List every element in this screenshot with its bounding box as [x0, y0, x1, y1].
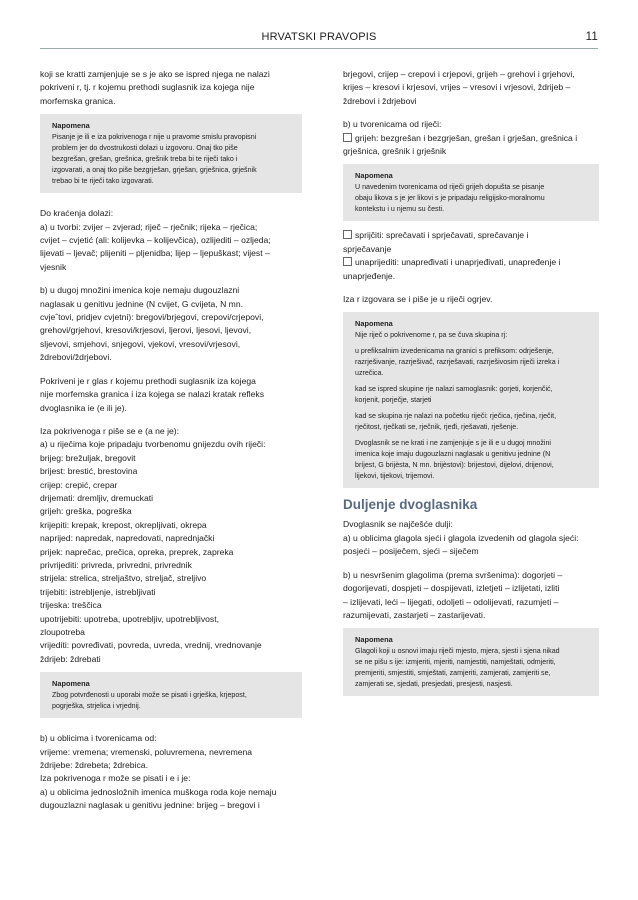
text-line: a) u oblicima jednosložnih imenica muškoga roda koje nemaju	[40, 786, 277, 797]
text-line: prijek: naprečac, prečica, opreka, preprek, zapreka	[40, 546, 234, 557]
text-line: bezgrešan, grešan, grešnica, grešnik treba bi te riječi tako i	[52, 155, 238, 164]
paragraph-duga-mnozina	[40, 284, 302, 364]
text-line: korjenit, porječje, starjeti	[355, 396, 432, 405]
text-line: naglasak u genitivu jednine (N cvijet, G cvijeta, N mn.	[40, 298, 244, 309]
text-line: rječitost, rječkati se, rječnik, rjeđi, rješavati, rješenje.	[355, 423, 519, 432]
text-line: dvoglasnika ie (e ili je).	[40, 402, 127, 413]
text-line: Iza pokrivenoga r može se pisati i e i je:	[40, 773, 191, 784]
text-line: ždrebovi i ždrjebovi	[343, 95, 417, 106]
text-line: morfemska granica.	[40, 95, 116, 106]
text-line: unaprijediti: unapređivati i unaprjeđivati, unapređenje i	[343, 256, 599, 269]
paragraph-duljenje	[343, 518, 599, 558]
text-line: – izlijevati, leći – lijegati, odoljeti – odolijevati, razumjeti –	[343, 596, 559, 607]
text-line: krijepiti: krepak, krepost, okrepljivati, okrepa	[40, 519, 207, 530]
header-title: HRVATSKI PRAVOPIS	[261, 31, 377, 43]
text-line: brijeg: brežuljak, bregovit	[40, 452, 136, 463]
note-body	[52, 132, 292, 187]
text-line: Dvoglasnik se ne krati i ne zamjenjuje s je ili e u dugoj množini	[355, 439, 551, 448]
note-heading: Napomena	[355, 171, 393, 181]
text-line: trijebiti: istrebljenje, istrebljivati	[40, 586, 156, 597]
text-line: izgovarati, a onaj tko piše bezgrješan, grješan, grješnica, grješnik	[52, 166, 257, 175]
text-line: drijemati: dremljiv, dremuckati	[40, 492, 154, 503]
running-header	[40, 28, 598, 49]
text-line: brjegovi, crijep – crepovi i crjepovi, grijeh – grehovi i grjehovi,	[343, 69, 575, 79]
text-line: kad se ispred skupine rje nalazi samoglasnik: gorjeti, korjenčić,	[355, 385, 553, 394]
text-line: problem jer do dvostrukosti dolazi u izgovoru. Onaj tko piše	[52, 144, 238, 153]
text-line: razrješivanje, razrješivač, razrješavati, razrješivosim riječi izreka i	[355, 358, 560, 367]
text-line: pogrješka, strjelica i vrjednij.	[52, 702, 141, 711]
note-box	[343, 164, 599, 221]
checkbox-bullet-icon	[343, 230, 352, 239]
note-body	[355, 330, 589, 482]
text-line: se ne pišu s ije: izmjeriti, mjeriti, namjestiti, namještati, odmjeriti,	[355, 658, 556, 667]
paragraph-pokriveni-r	[40, 375, 302, 415]
text-line: privrijediti: privreda, privredni, privrednik	[40, 559, 192, 570]
note-box	[343, 628, 599, 696]
paragraph-ogrjev	[343, 293, 599, 306]
text-line: sprječavanje	[343, 243, 392, 254]
text-line: sljevovi, smjehovi, snjegovi, vjekovi, vresovi/vrjesovi,	[40, 338, 241, 349]
paragraph-nesvrseni	[343, 569, 599, 623]
text-line: razumijevati, zastarjeti – zastarijevati.	[343, 609, 486, 620]
paragraph-iza-pokrivenoga-r	[40, 425, 302, 666]
text-line: Do kraćenja dolazi:	[40, 208, 114, 219]
text-line: dogorijevati, dospjeti – dospijevati, izletjeti – izlijetati, izliti	[343, 583, 560, 594]
note-box	[40, 114, 302, 193]
text-line: u prefiksalnim izvedenicama na granici s prefiksom: odrješenje,	[355, 347, 554, 356]
text-line: grehovi/grjehovi, kresovi/krjesovi, ljerovi, ljesovi, ljevovi,	[40, 325, 252, 336]
text-line: ždrijeb: ždrebati	[40, 653, 101, 664]
text-line: nije morfemska granica i iza kojega se nalazi kratak refleks	[40, 389, 265, 400]
text-line: uzrečica.	[355, 369, 384, 378]
note-box	[343, 312, 599, 488]
section-heading: Duljenje dvoglasnika	[343, 497, 478, 513]
text-line: cvijet – cvjetić (ali: kolijevka – kolijevčica), ozlijediti – ozljeda;	[40, 235, 271, 246]
text-line: b) u oblicima i tvorenicama od:	[40, 733, 157, 744]
text-line: koji se kratti zamjenjuje se s je ako se ispred njega ne nalazi	[40, 69, 270, 79]
right-continuation	[343, 68, 599, 108]
text-line: lijevati – ljevač; plijeniti – pljenidba; lijep – ljepuškast; vijest –	[40, 248, 270, 259]
left-intro	[40, 68, 302, 108]
text-line: a) u oblicima glagola sjeći i glagola izvedenih od glagola sjeći:	[343, 532, 579, 543]
text-line: Iza pokrivenoga r piše se e (a ne je):	[40, 425, 180, 436]
text-line: naprijed: napredak, napredovati, naprednjački	[40, 533, 215, 544]
note-body	[355, 182, 589, 215]
right-column	[343, 68, 599, 704]
note-heading: Napomena	[52, 679, 90, 689]
text-line: brijest: brestić, brestovina	[40, 466, 138, 477]
text-line: grješnica, grešnik i grješnik	[343, 146, 447, 157]
text-line: posjeći – posiječem, sjeći – siječem	[343, 546, 479, 557]
text-line: vrijediti: povređivati, povreda, uvreda, vrednij, vrednovanje	[40, 640, 262, 651]
note-heading: Napomena	[355, 319, 393, 329]
text-line: lijekovi, tijekovi, trijemovi.	[355, 472, 435, 481]
checkbox-bullet-icon	[343, 257, 352, 266]
text-line: krijes – kresovi i krjesovi, vrijes – vresovi i vrjesovi, ždrijeb –	[343, 82, 571, 93]
text-line: vrijeme: vremena; vremenski, poluvremena, nevremena	[40, 746, 253, 757]
text-line: zloupotreba	[40, 627, 85, 637]
left-column	[40, 68, 302, 813]
text-line: Glagoli koji u osnovi imaju riječi mjesto, mjera, sjesti i sjena nikad	[355, 647, 560, 656]
bullet-unaprijediti	[343, 256, 599, 283]
text-line: pokriveni r, tj. r kojemu prethodi suglasnik iza kojega nije	[40, 82, 255, 93]
note-body	[52, 690, 292, 712]
text-line: zamjerati se, sjedati, presjedati, presjesti, nasjesti.	[355, 680, 513, 689]
text-line: ždrijebe: ždrebeta; ždrebica.	[40, 760, 148, 771]
text-line: Pisanje je ili e iza pokrivenoga r nije u pravome smislu pravopisni	[52, 133, 257, 142]
text-line: grijeh: greška, pogreška	[40, 506, 132, 517]
note-heading: Napomena	[355, 635, 393, 645]
text-line: premjeriti, smjestiti, smještati, zamjeriti, zamjerati, zamjeriti se,	[355, 669, 551, 678]
note-box	[40, 672, 302, 718]
text-line: a) u tvorbi: zvijer – zvjerad; riječ – rječnik; rijeka – rječica;	[40, 221, 258, 232]
note-body	[355, 646, 589, 690]
text-line: kontekstu i u njemu su česti.	[355, 205, 445, 214]
text-line: grijeh: bezgrešan i bezgrješan, grešan i grješan, grešnica i	[343, 132, 599, 145]
text-line: b) u nesvršenim glagolima (prema svršenima): dogorjeti –	[343, 569, 563, 580]
text-line: upotrijebiti: upotreba, upotrebljiv, upotrebljivost,	[40, 613, 219, 624]
text-line: imenica koje imaju dugouzlazni naglasak u genitivu jednine (N	[355, 450, 551, 459]
subsection-tvorenice: b) u tvorenicama od riječi:	[343, 119, 442, 130]
note-heading: Napomena	[52, 121, 90, 131]
text-line: strijela: strelica, strelјaštvo, strelјač, strelјivo	[40, 573, 207, 584]
text-line: a) u riječima koje pripadaju tvorbenomu gnijezdu ovih riječi:	[40, 439, 266, 450]
text-line: Zbog potvrđenosti u uporabi može se pisati i grješka, krjepost,	[52, 691, 247, 700]
text-line: dugouzlazni naglasak u genitivu jednine: brijeg – bregovi i	[40, 800, 260, 811]
text-line: trebao bi te riječi tako izgovarati.	[52, 177, 154, 186]
paragraph-kracenje	[40, 207, 302, 274]
text-line: sprijčiti: sprečavati i sprječavati, sprečavanje i	[343, 229, 599, 242]
text-line: Pokriveni je r glas r kojemu prethodi suglasnik iza kojega	[40, 375, 256, 386]
text-line: b) u dugoj množini imenica koje nemaju dugouzlazni	[40, 285, 240, 296]
bullet-grijeh	[343, 132, 599, 159]
text-line: vjesnik	[40, 261, 67, 272]
text-line: cvjeˆtovi, pridjev cvjetni): bregovi/brjegovi, crepovi/crjepovi,	[40, 312, 264, 323]
text-line: kad se skupina rje nalazi na početku riječi: rječica, rječina, rječit,	[355, 412, 557, 421]
checkbox-bullet-icon	[343, 133, 352, 142]
text-line: bríjest, G brijèsta, N mn. brijèstovi): brijestovi, dijelovi, drijenovi,	[355, 461, 554, 470]
text-line: Iza r izgovara se i piše je u riječi ogrjev.	[343, 294, 493, 305]
bullet-sprijeciti	[343, 229, 599, 256]
text-line: obaju likova s je jer likovi s je pripadaju religijsko-moralnomu	[355, 194, 545, 203]
page-number: 11	[585, 31, 598, 43]
text-line: trijeska: treščica	[40, 600, 102, 611]
text-line: crijep: crepić, crepar	[40, 479, 118, 490]
text-line: ždrebovi/ždrjebovi.	[40, 352, 112, 363]
text-line: Nije riječ o pokrivenome r, pa se čuva skupina rj:	[355, 331, 508, 340]
paragraph-oblici	[40, 732, 302, 812]
text-line: U navedenim tvorenicama od riječi grijeh dopušta se pisanje	[355, 183, 545, 192]
text-line: unaprjeđenje.	[343, 270, 396, 281]
text-line: Dvoglasnik se najčešće dulji:	[343, 519, 453, 530]
